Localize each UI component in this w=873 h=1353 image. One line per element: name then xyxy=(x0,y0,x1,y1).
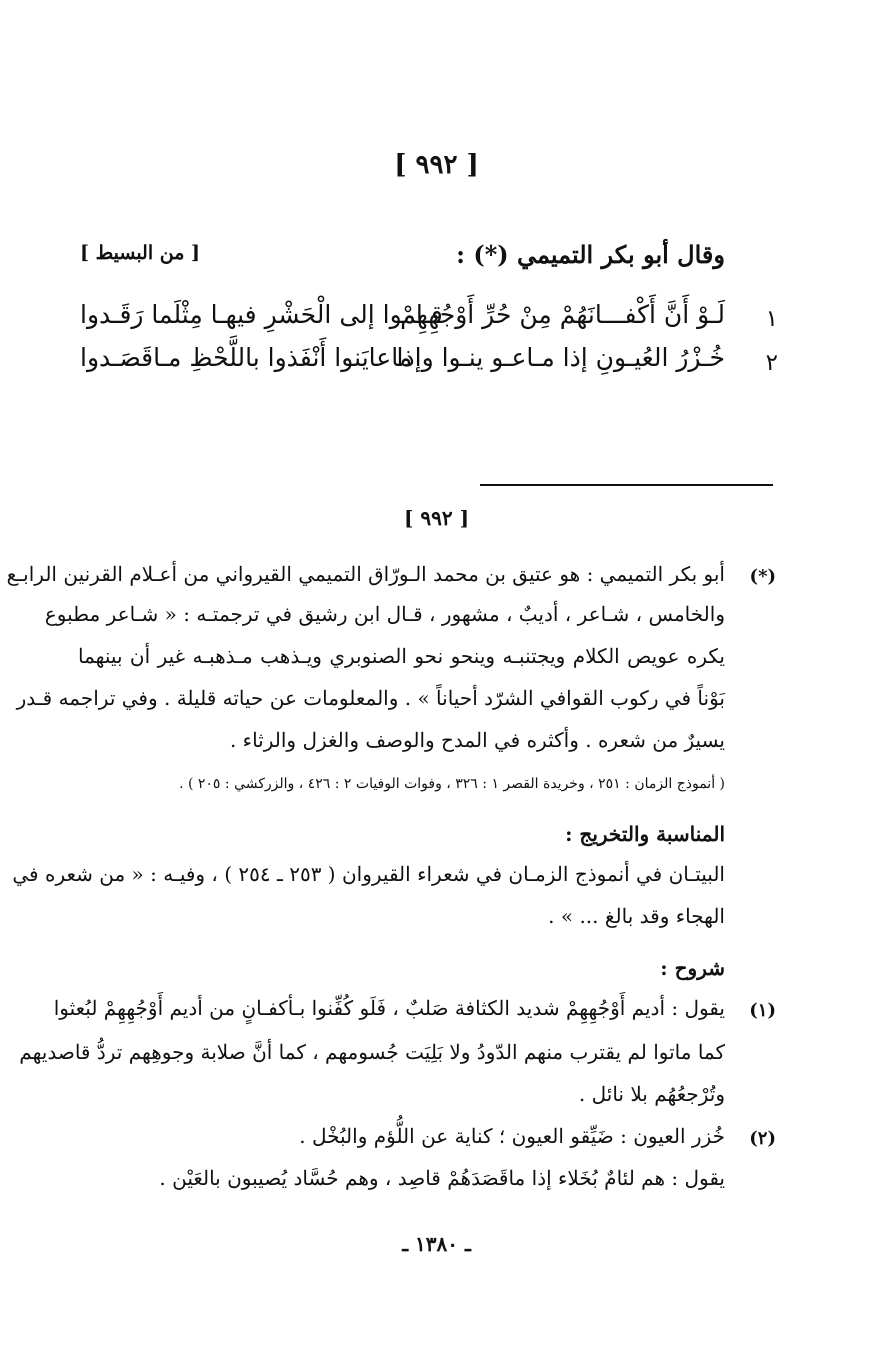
bio-line: بَوْناً في ركوب القوافي الشرّد أحياناً » . والمعلومات عن حياته قليلة . وفي تراجمه قـدر xyxy=(16,686,725,710)
verse-number: ٢ xyxy=(765,350,778,376)
commentary-marker: (١) xyxy=(749,1000,776,1021)
commentary-line: كما ماتوا لم يقترب منهم الدّودُ ولا بَلِيَت جُسومهم ، كما أنَّ صلابة وجوهِهم تردُّ قاصديهم xyxy=(19,1040,725,1064)
commentary-line: خُزر العيون : ضَيِّقو العيون ؛ كناية عن اللُّؤم والبُخْل . xyxy=(299,1124,725,1148)
bio-sources: ( أنموذج الزمان : ٢٥١ ، وخريدة القصر ١ : ٣٢٦ ، وفوات الوفيات ٢ : ٤٢٦ ، والزركشي : ٢٠٥ ) . xyxy=(179,776,725,792)
bio-line: والخامس ، شـاعر ، أديبٌ ، مشهور ، قـال ابن رشيق في ترجمتـه : « شـاعر مطبوع xyxy=(44,602,725,626)
bio-line: أبو بكر التميمي : هو عتيق بن محمد الـورّاق التميمي القيرواني من أعـلام القرنين الرابـع xyxy=(6,562,725,586)
commentary-line: يقول : أديم أَوْجُهِهِمْ شديد الكثافة صَلبٌ ، فَلَو كُفِّنوا بـأكفـانٍ من أديم أَوْجُهِهِمْ لبُعثوا xyxy=(53,996,725,1020)
occasion-heading: المناسبة والتخريج : xyxy=(565,822,725,846)
commentary-line: يقول : هم لئامٌ بُخَلاء إذا ماقَصَدَهُمْ قاصِد ، وهم حُسَّاد يُصيبون بالعَيْن . xyxy=(159,1166,725,1190)
notes-heading: [ ٩٩٢ ] xyxy=(403,506,470,530)
poem-meter: [ من البسيط ] xyxy=(80,242,200,264)
verse-first-hemistich: لَـوْ أَنَّ أَكْفـــانَهُمْ مِنْ حُرِّ أَوْجُهِهِمْ xyxy=(400,300,725,329)
poem-intro: وقال أبو بكر التميمي (*) : xyxy=(456,240,725,269)
commentary-marker: (٢) xyxy=(749,1128,776,1149)
occasion-line: الهجاء وقد بالغ ... » . xyxy=(548,904,725,928)
verse-first-hemistich: خُـزْرُ العُيـونِ إذا مـاعـو ينـوا وإذا xyxy=(396,343,725,372)
verse-second-hemistich: ماعايَنوا أَنْفَذوا باللَّحْظِ مـاقَصَـدوا xyxy=(80,343,413,372)
verse-second-hemistich: قـاموا إلى الْحَشْرِ فيهـا مِثْلَما رَقَـدوا xyxy=(80,300,443,329)
page-number: ـ ١٣٨٠ ـ xyxy=(402,1232,471,1256)
commentary-line: وتُرْجعُهُم بلا نائل . xyxy=(578,1082,725,1106)
bio-line: يكره عويص الكلام ويجتنبـه وينحو نحو الصنوبري ويـذهب مـذهبـه غير أن بينهما xyxy=(78,644,725,668)
bio-marker: (*) xyxy=(749,566,776,587)
commentary-heading: شروح : xyxy=(660,956,725,980)
occasion-line: البيتـان في أنموذج الزمـان في شعراء القيروان ( ٢٥٣ ـ ٢٥٤ ) ، وفيـه : « من شعره في xyxy=(12,862,725,886)
footnote-separator xyxy=(480,484,773,486)
bio-line: يسيرٌ من شعره . وأكثره في المدح والوصف والغزل والرثاء . xyxy=(229,728,725,752)
verse-number: ١ xyxy=(765,306,778,332)
poem-number: [ ٩٩٢ ] xyxy=(394,150,479,180)
